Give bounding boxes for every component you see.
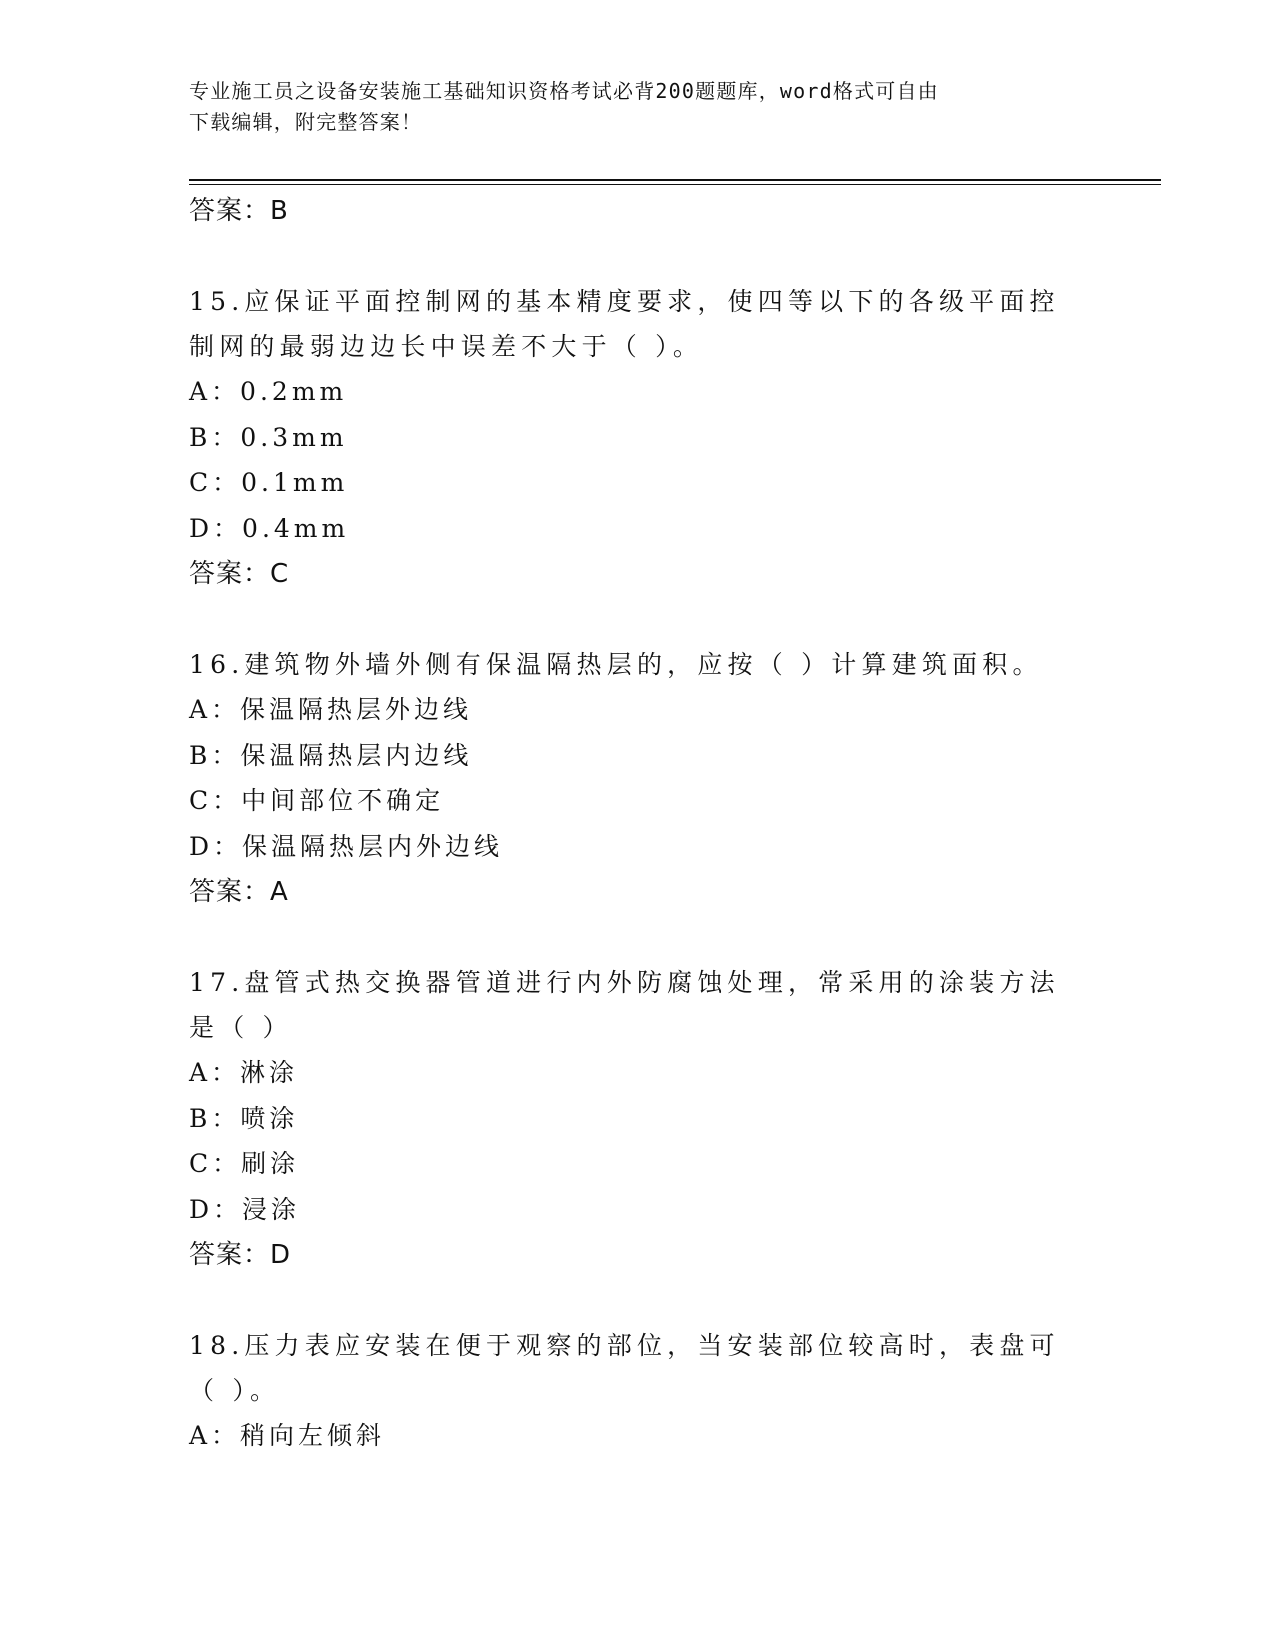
spacer — [189, 1278, 1089, 1323]
question-17-option-c: C：刷涂 — [189, 1149, 300, 1178]
question-17-option-d: D：浸涂 — [189, 1194, 301, 1224]
question-17-text: 17.盘管式热交换器管道进行内外防腐蚀处理，常采用的涂装方法是（ ） — [189, 968, 1060, 1042]
spacer — [189, 234, 1089, 279]
question-15 — [189, 279, 1089, 597]
question-15-option-c: C：0.1mm — [189, 468, 349, 497]
question-17-option-a: A：淋涂 — [189, 1058, 299, 1087]
header-divider-thin — [189, 184, 1161, 185]
question-list — [189, 188, 1089, 1459]
question-15-answer: 答案：C — [189, 559, 290, 589]
question-18 — [189, 1323, 1089, 1459]
question-15-option-a: A：0.2mm — [189, 377, 348, 406]
previous-answer: 答案：B — [189, 196, 289, 226]
question-16-option-d: D：保温隔热层内外边线 — [189, 831, 504, 861]
question-15-text: 15.应保证平面控制网的基本精度要求，使四等以下的各级平面控制网的最弱边边长中误差不大于（ ）。 — [189, 287, 1060, 361]
question-16 — [189, 642, 1089, 915]
question-16-option-c: C：中间部位不确定 — [189, 786, 445, 815]
question-17-option-b: B：喷涂 — [189, 1103, 299, 1133]
header-divider-thick — [189, 179, 1161, 181]
spacer — [189, 597, 1089, 642]
question-18-text: 18.压力表应安装在便于观察的部位，当安装部位较高时，表盘可（ ）。 — [189, 1331, 1060, 1405]
spacer — [189, 915, 1089, 960]
question-15-option-b: B：0.3mm — [189, 422, 348, 452]
question-17 — [189, 960, 1089, 1278]
question-16-answer: 答案：A — [189, 877, 289, 907]
document-header — [189, 76, 1089, 138]
question-16-text: 16.建筑物外墙外侧有保温隔热层的，应按（ ）计算建筑面积。 — [189, 650, 1043, 679]
header-title-line-2: 下载编辑，附完整答案！ — [189, 110, 423, 134]
question-15-option-d: D：0.4mm — [189, 513, 350, 543]
question-16-option-b: B：保温隔热层内边线 — [189, 740, 473, 770]
question-17-answer: 答案：D — [189, 1240, 292, 1270]
question-18-option-a: A：稍向左倾斜 — [189, 1421, 386, 1450]
header-title-line-1: 专业施工员之设备安装施工基础知识资格考试必背200题题库，word格式可自由 — [189, 79, 939, 103]
question-16-option-a: A：保温隔热层外边线 — [189, 695, 473, 724]
